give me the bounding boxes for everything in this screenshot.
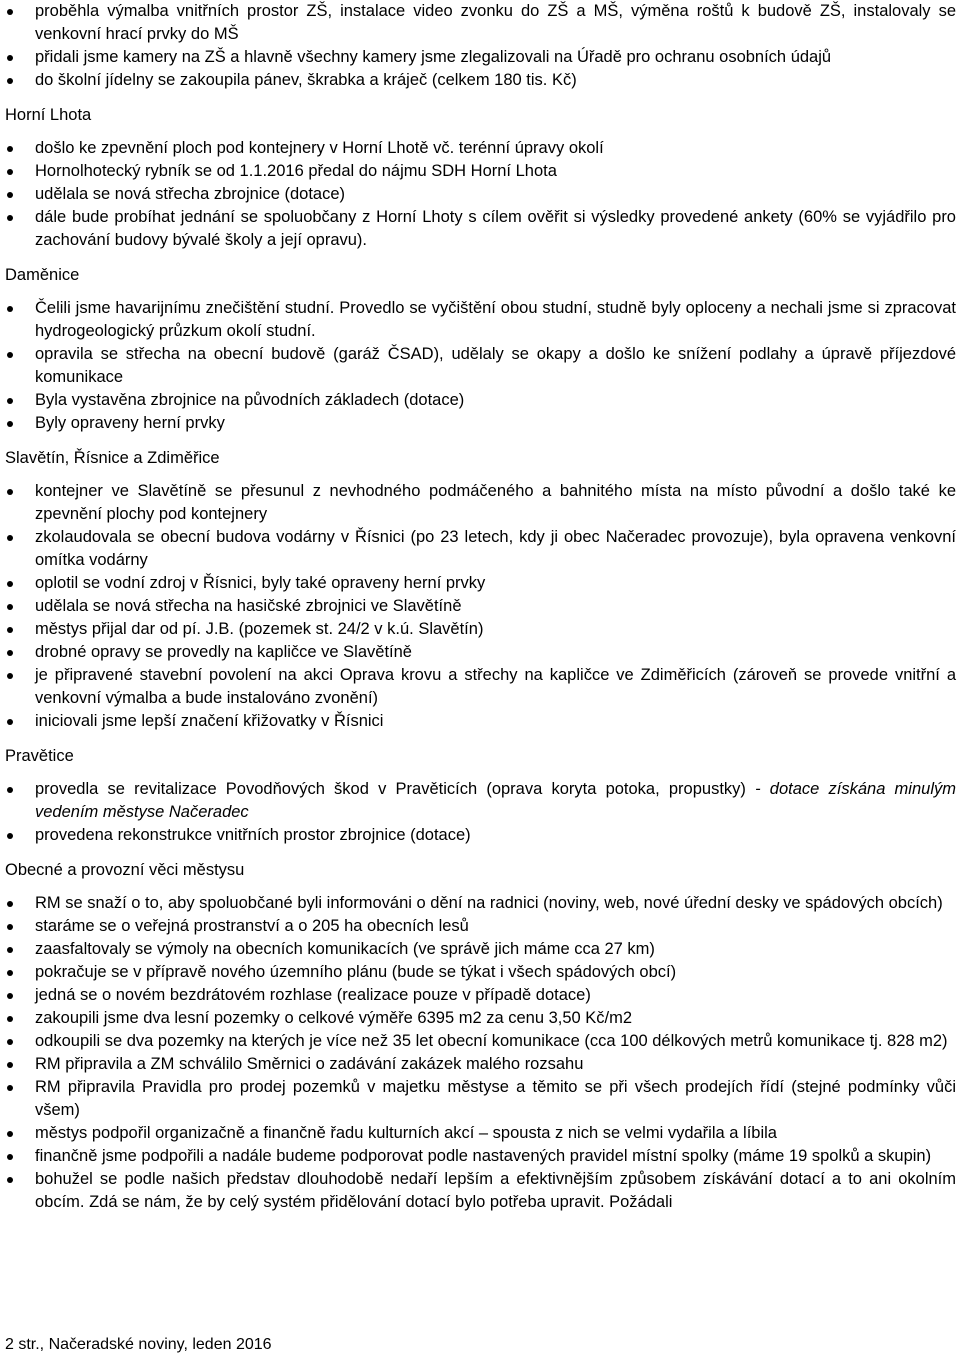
list-item: udělala se nová střecha zbrojnice (dotace): [5, 183, 956, 206]
list-item: kontejner ve Slavětíně se přesunul z nevhodného podmáčeného a bahnitého místa na místo původní a došlo také ke zpevnění plochy pod kontejnery: [5, 480, 956, 526]
list-item: jedná se o novém bezdrátovém rozhlase (realizace pouze v případě dotace): [5, 984, 956, 1007]
slavetin-list: [5, 480, 956, 733]
list-item: RM připravila Pravidla pro prodej pozemků v majetku městyse a těmito se při všech prodejích řídí (stejné podmínky vůči všem): [5, 1076, 956, 1122]
list-item: drobné opravy se provedly na kapličce ve Slavětíně: [5, 641, 956, 664]
list-item: finančně jsme podpořili a nadále budeme podporovat podle nastavených pravidel místní spolky (máme 19 spolků a skupin): [5, 1145, 956, 1168]
list-item: oplotil se vodní zdroj v Řísnici, byly také opraveny herní prvky: [5, 572, 956, 595]
section-heading-slavetin: Slavětín, Řísnice a Zdiměřice: [5, 449, 220, 467]
list-item-text: provedla se revitalizace Povodňových škod v Pravěticích (oprava koryta potoka, propustky): [35, 780, 746, 798]
list-item: iniciovali jsme lepší značení křižovatky v Řísnici: [5, 710, 956, 733]
section-heading-damenice: Daměnice: [5, 266, 80, 284]
list-item: Byly opraveny herní prvky: [5, 412, 956, 435]
list-item: zaasfaltovaly se výmoly na obecních komunikacích (ve správě jich máme cca 27 km): [5, 938, 956, 961]
list-item: přidali jsme kamery na ZŠ a hlavně všechny kamery jsme zlegalizovali na Úřadě pro ochranu osobních údajů: [5, 46, 956, 69]
horni-lhota-list: [5, 137, 956, 252]
pravetice-list: [5, 778, 956, 847]
page-footer: 2 str., Načeradské noviny, leden 2016: [5, 1336, 272, 1353]
list-item: Čelili jsme havarijnímu znečištění studní. Provedlo se vyčištění obou studní, studně byly oploceny a nechali jsme si zpracovat hydrogeologický průzkum okolí studní.: [5, 297, 956, 343]
list-item: pokračuje se v přípravě nového územního plánu (bude se týkat i všech spádových obcí): [5, 961, 956, 984]
section-heading-horni-lhota: Horní Lhota: [5, 106, 92, 124]
section-heading-pravetice: Pravětice: [5, 747, 74, 765]
list-item: RM připravila a ZM schválilo Směrnici o zadávání zakázek malého rozsahu: [5, 1053, 956, 1076]
list-item: udělala se nová střecha na hasičské zbrojnici ve Slavětíně: [5, 595, 956, 618]
list-item: bohužel se podle našich představ dlouhodobě nedaří lepším a efektivnějším způsobem získávání dotací a to ani okolním obcím. Zdá se nám, že by celý systém přidělování dotací bylo potřeba upravit. Požádali: [5, 1168, 956, 1214]
italic-note: - dotace získána minulým vedením městyse Načeradec: [35, 780, 956, 821]
list-item: provedena rekonstrukce vnitřních prostor zbrojnice (dotace): [5, 824, 956, 847]
list-item: Byla vystavěna zbrojnice na původních základech (dotace): [5, 389, 956, 412]
section-heading-obecne: Obecné a provozní věci městysu: [5, 861, 245, 879]
list-item: [5, 778, 956, 824]
list-item: dále bude probíhat jednání se spoluobčany z Horní Lhoty s cílem ověřit si výsledky provedené ankety (60% se vyjádřilo pro zachování budovy bývalé školy a její opravu).: [5, 206, 956, 252]
obecne-list: [5, 892, 956, 1214]
list-item: RM se snaží o to, aby spoluobčané byli informováni o dění na radnici (noviny, web, nové úřední desky ve spádových obcích): [5, 892, 956, 915]
list-item: Hornolhotecký rybník se od 1.1.2016 předal do nájmu SDH Horní Lhota: [5, 160, 956, 183]
list-item: je připravené stavební povolení na akci Oprava krovu a střechy na kapličce ve Zdiměřicích (zároveň se provede vnitřní a venkovní výmalba a bude instalováno zvonění): [5, 664, 956, 710]
list-item: městys podpořil organizačně a finančně řadu kulturních akcí – spousta z nich se velmi vydařila a líbila: [5, 1122, 956, 1145]
school-items-list: [5, 0, 956, 92]
list-item: do školní jídelny se zakoupila pánev, škrabka a kráječ (celkem 180 tis. Kč): [5, 69, 956, 92]
list-item: městys přijal dar od pí. J.B. (pozemek st. 24/2 v k.ú. Slavětín): [5, 618, 956, 641]
list-item: opravila se střecha na obecní budově (garáž ČSAD), udělaly se okapy a došlo ke snížení podlahy a úpravě příjezdové komunikace: [5, 343, 956, 389]
list-item: zakoupili jsme dva lesní pozemky o celkové výměře 6395 m2 za cenu 3,50 Kč/m2: [5, 1007, 956, 1030]
list-item: zkolaudovala se obecní budova vodárny v Řísnici (po 23 letech, kdy ji obec Načeradec provozuje), byla opravena venkovní omítka vodárny: [5, 526, 956, 572]
list-item: proběhla výmalba vnitřních prostor ZŠ, instalace video zvonku do ZŠ a MŠ, výměna roštů k budově ZŠ, instalovaly se venkovní hrací prvky do MŠ: [5, 0, 956, 46]
list-item: došlo ke zpevnění ploch pod kontejnery v Horní Lhotě vč. terénní úpravy okolí: [5, 137, 956, 160]
list-item: odkoupili se dva pozemky na kterých je více než 35 let obecní komunikace (cca 100 délkových metrů komunikace tj. 828 m2): [5, 1030, 956, 1053]
list-item: staráme se o veřejná prostranství a o 205 ha obecních lesů: [5, 915, 956, 938]
damenice-list: [5, 297, 956, 435]
